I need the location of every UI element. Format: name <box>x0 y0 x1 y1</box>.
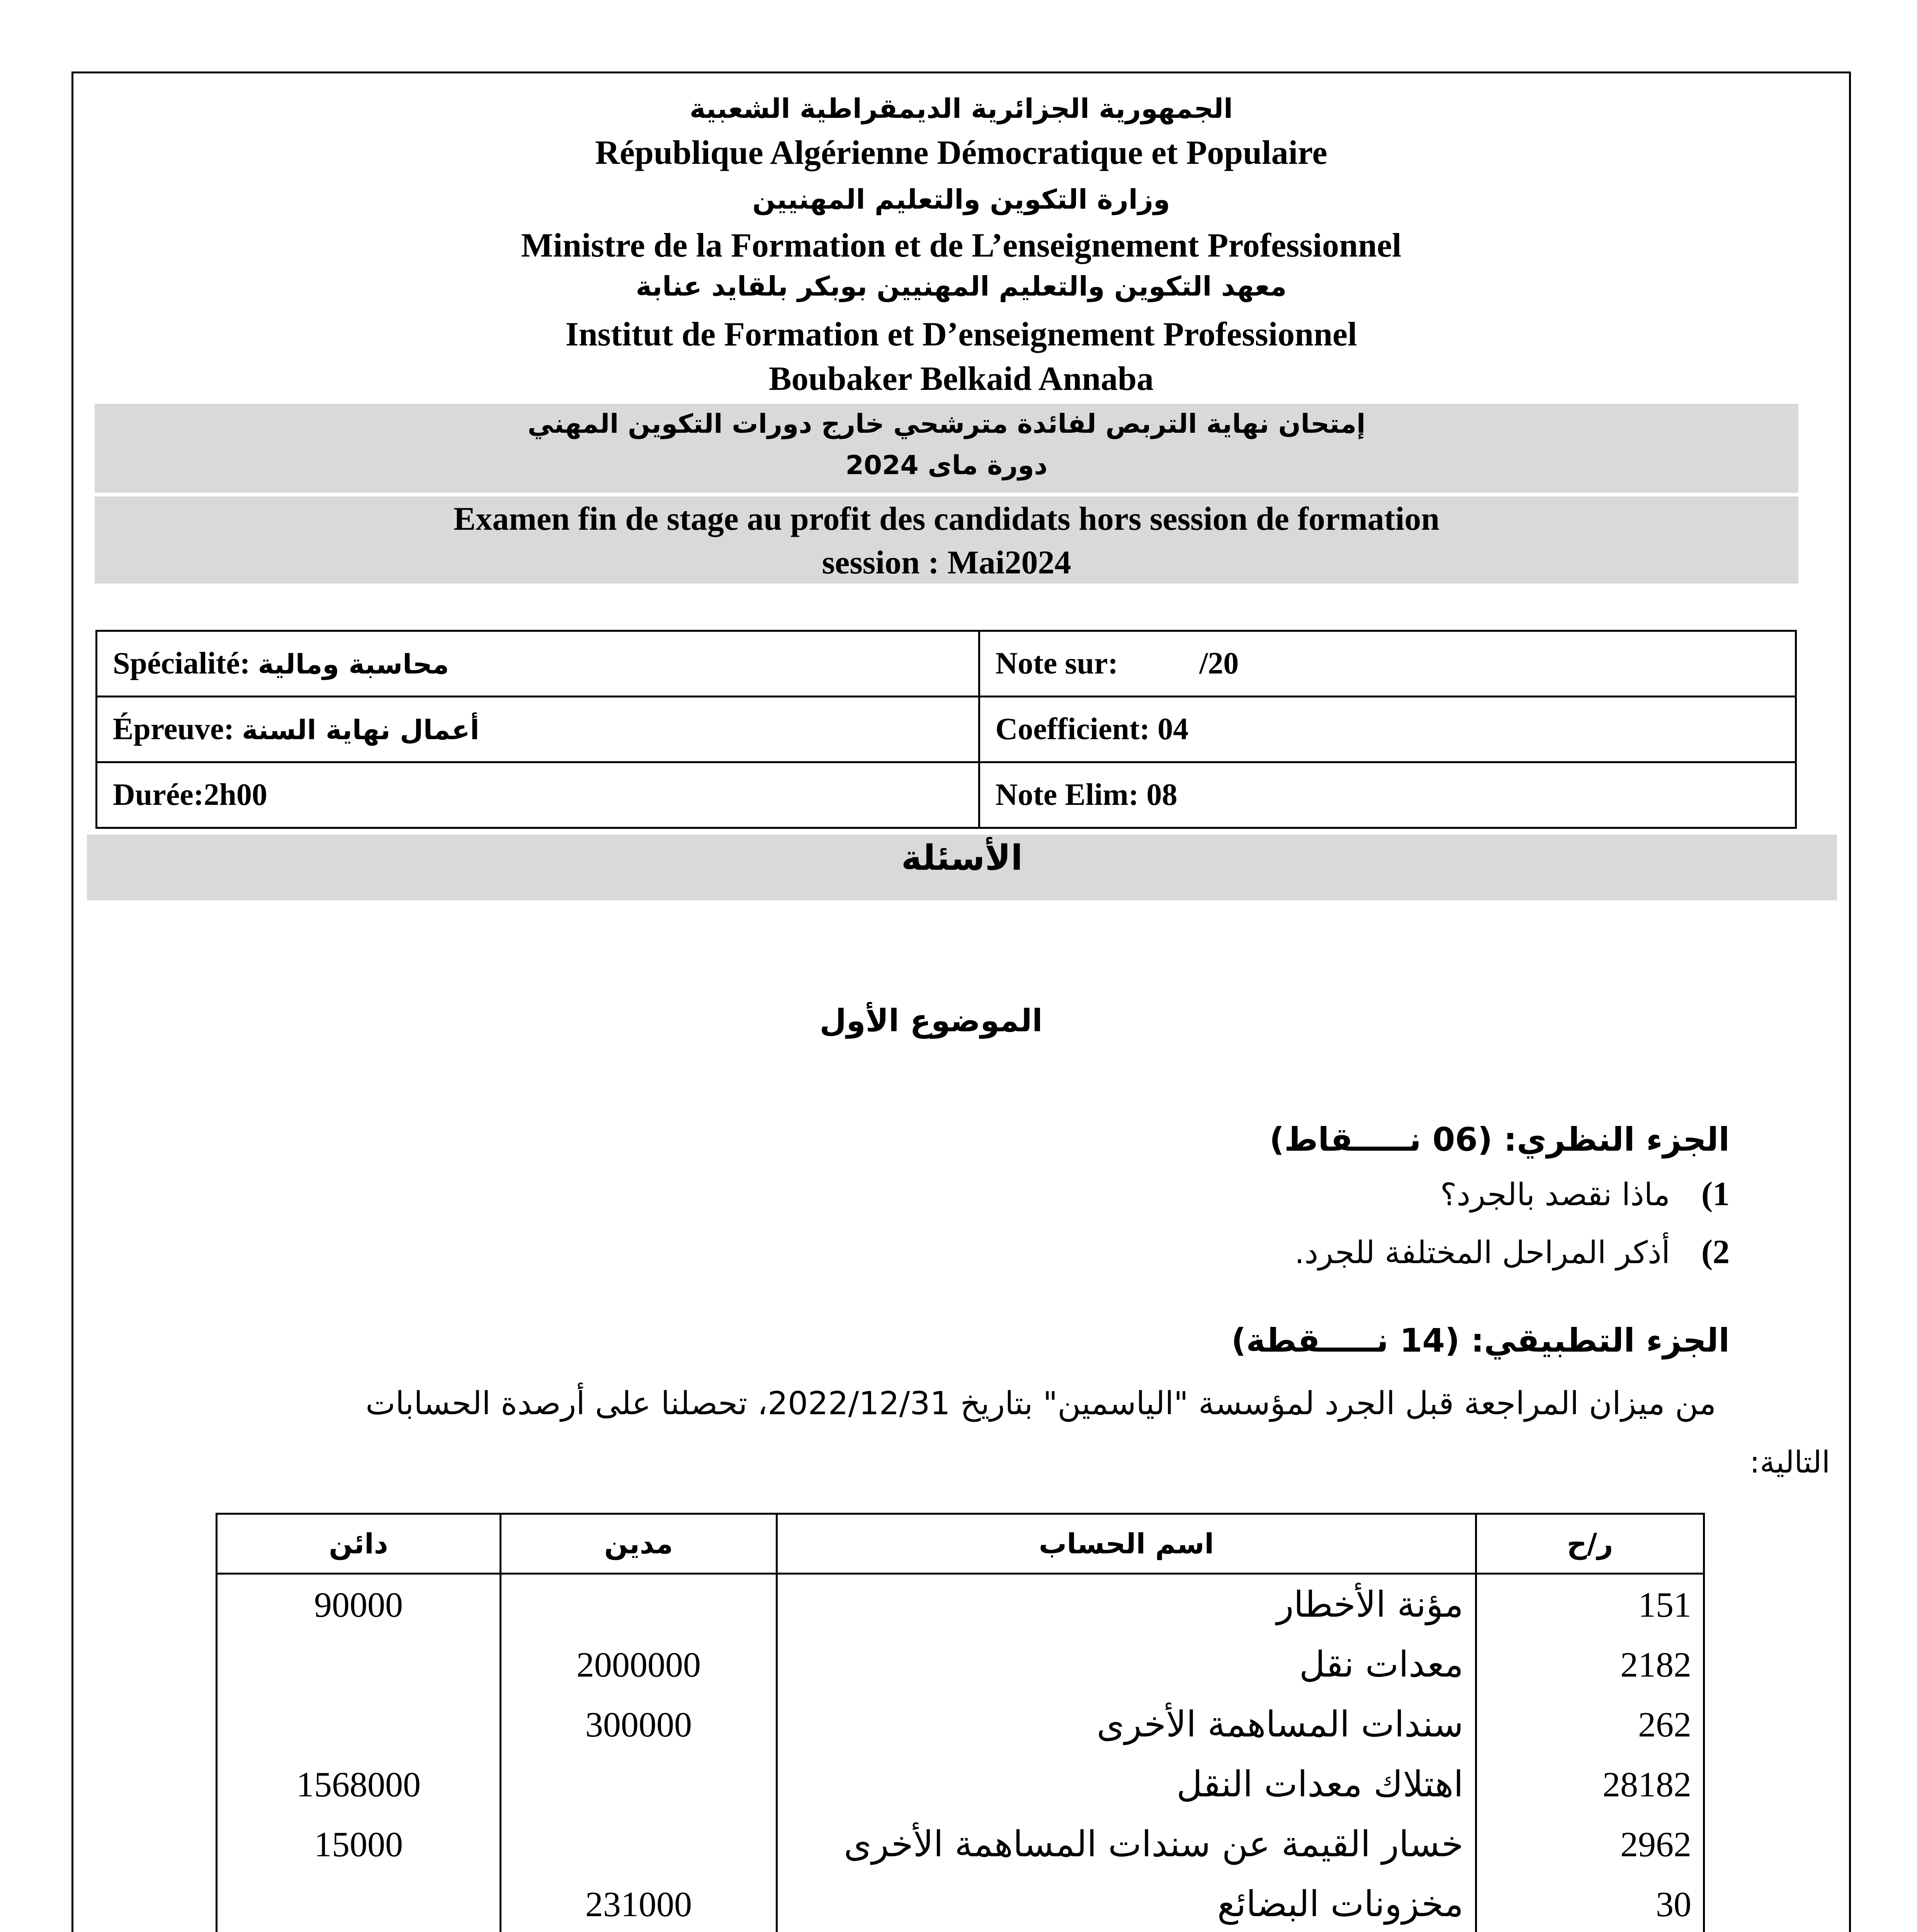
account-code: 2962 <box>1476 1814 1704 1874</box>
header-institute-ar: معهد التكوين والتعليم المهنيين بوبكر بلقايد عنابة <box>636 270 1287 302</box>
header-ministry-fr: Ministre de la Formation et de L’enseignement Professionnel <box>521 227 1402 264</box>
account-code: 2182 <box>1476 1634 1704 1694</box>
account-code: 262 <box>1476 1694 1704 1754</box>
note-cell <box>979 631 1796 697</box>
specialite-value: محاسبة ومالية <box>258 648 449 680</box>
account-name: اهتلاك معدات النقل <box>777 1754 1476 1814</box>
q1-number: 1) <box>1701 1175 1730 1213</box>
account-name: معدات نقل <box>777 1634 1476 1694</box>
accounts-header-row <box>217 1514 1704 1574</box>
account-name: سندات المساهمة الأخرى <box>777 1694 1476 1754</box>
header-republic-ar: الجمهورية الجزائرية الديمقراطية الشعبية <box>689 93 1233 124</box>
subject-title: الموضوع الأول <box>819 1003 1043 1039</box>
credit-amount: 15000 <box>217 1814 501 1874</box>
header-account-name: اسم الحساب <box>777 1514 1476 1574</box>
theory-title: الجزء النظري: (06 نـــــقاط) <box>1269 1121 1730 1158</box>
header-republic-fr: République Algérienne Démocratique et Populaire <box>595 134 1327 172</box>
header-credit: دائن <box>217 1514 501 1574</box>
table-row <box>217 1694 1704 1754</box>
header-account-code: ر/ح <box>1476 1514 1704 1574</box>
exam-info-table <box>95 630 1797 829</box>
header-debit: مدين <box>501 1514 777 1574</box>
table-row <box>217 1874 1704 1932</box>
table-row <box>217 1574 1704 1635</box>
credit-amount <box>217 1634 501 1694</box>
theory-question-2 <box>1295 1233 1730 1272</box>
credit-amount <box>217 1694 501 1754</box>
note-value: /20 <box>1199 646 1239 680</box>
theory-question-1 <box>1440 1175 1730 1214</box>
practice-title: الجزء التطبيقي: (14 نـــــقطة) <box>1231 1321 1730 1359</box>
practice-intro-line-2: التالية: <box>1749 1445 1830 1480</box>
table-row <box>217 1634 1704 1694</box>
q2-number: 2) <box>1701 1233 1730 1271</box>
credit-amount <box>217 1874 501 1932</box>
epreuve-label: Épreuve: <box>113 712 235 746</box>
coefficient-cell: Coefficient: 04 <box>979 697 1796 762</box>
debit-amount: 231000 <box>501 1874 777 1932</box>
table-row <box>217 1814 1704 1874</box>
account-code: 28182 <box>1476 1754 1704 1814</box>
table-row <box>217 1754 1704 1814</box>
debit-amount: 300000 <box>501 1694 777 1754</box>
note-elim-cell: Note Elim: 08 <box>979 762 1796 828</box>
debit-amount: 2000000 <box>501 1634 777 1694</box>
debit-amount <box>501 1814 777 1874</box>
exam-session-fr: session : Mai2024 <box>822 544 1071 581</box>
account-code: 151 <box>1476 1574 1704 1635</box>
account-name: مؤنة الأخطار <box>777 1574 1476 1635</box>
exam-title-ar: إمتحان نهاية التربص لفائدة مترشحي خارج دورات التكوين المهني <box>527 409 1366 439</box>
debit-amount <box>501 1574 777 1635</box>
exam-session-ar: دورة ماى 2024 <box>845 450 1048 481</box>
note-label: Note sur: <box>995 646 1118 680</box>
accounts-table <box>216 1513 1705 1932</box>
header-ministry-ar: وزارة التكوين والتعليم المهنيين <box>752 184 1170 215</box>
exam-title-fr: Examen fin de stage au profit des candidats hors session de formation <box>453 500 1440 537</box>
account-code: 30 <box>1476 1874 1704 1932</box>
header-institute-city: Boubaker Belkaid Annaba <box>768 360 1154 398</box>
debit-amount <box>501 1754 777 1814</box>
q2-text: أذكر المراحل المختلفة للجرد. <box>1295 1235 1670 1270</box>
epreuve-cell <box>97 697 979 762</box>
specialite-cell <box>97 631 979 697</box>
credit-amount: 1568000 <box>217 1754 501 1814</box>
practice-intro-line-1: من ميزان المراجعة قبل الجرد لمؤسسة "الياسمين" بتاريخ 2022/12/31، تحصلنا على أرصدة الحسابات <box>365 1385 1716 1422</box>
account-name: مخزونات البضائع <box>777 1874 1476 1932</box>
questions-title: الأسئلة <box>901 838 1023 878</box>
specialite-label: Spécialité: <box>113 646 250 680</box>
credit-amount: 90000 <box>217 1574 501 1635</box>
q1-text: ماذا نقصد بالجرد؟ <box>1440 1177 1670 1213</box>
account-name: خسار القيمة عن سندات المساهمة الأخرى <box>777 1814 1476 1874</box>
duree-cell: Durée:2h00 <box>97 762 979 828</box>
epreuve-value: أعمال نهاية السنة <box>242 714 479 746</box>
header-institute-fr: Institut de Formation et D’enseignement Professionnel <box>565 316 1357 353</box>
